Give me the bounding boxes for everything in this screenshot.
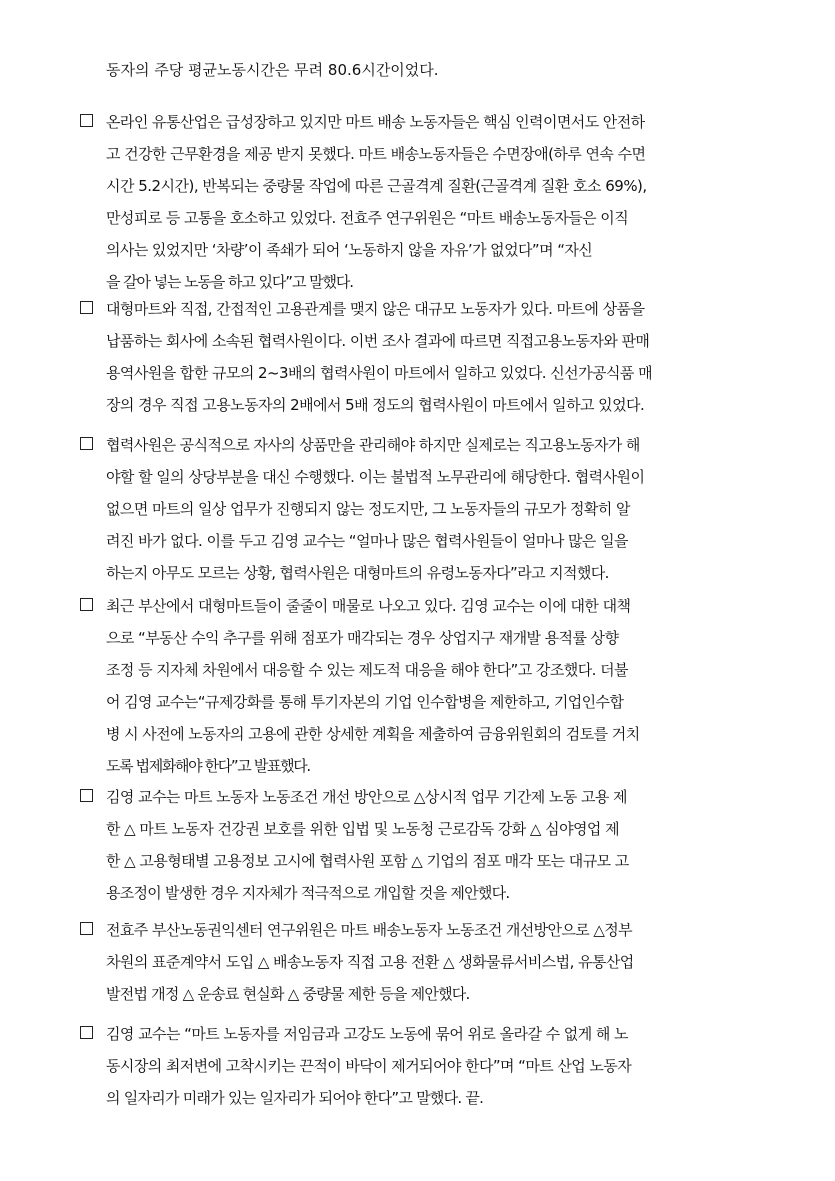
paragraph-line: 용조정이 발생한 경우 지자체가 적극적으로 개입할 것을 제안했다. [106,884,510,902]
paragraph-line: 의사는 있었지만 ‘차량’이 족쇄가 되어 ‘노동하지 않을 자유’가 없었다”며 “자신 [106,241,593,259]
paragraph-line: 도록 법제화해야 한다”고 발표했다. [106,757,310,775]
paragraph-line: 한 △ 고용형태별 고용정보 고시에 협력사원 포함 △ 기업의 점포 매각 또는 대규모 고 [106,852,629,870]
paragraph-line: 조정 등 지자체 차원에서 대응할 수 있는 제도적 대응을 해야 한다”고 강조했다. 더불 [106,661,628,679]
paragraph-line: 김영 교수는 마트 노동자 노동조건 개선 방안으로 △상시적 업무 기간제 노동 고용 제 [106,788,627,806]
paragraph-delivery-proposals [80,918,760,1014]
paragraph-line: 대형마트와 직접, 간접적인 고용관계를 맺지 않은 대규모 노동자가 있다. 마트에 상품을 [106,300,645,318]
paragraph-line: 장의 경우 직접 고용노동자의 2배에서 5배 정도의 협력사원이 마트에서 일하고 있었다. [106,396,645,414]
checkbox-bullet-icon [80,437,93,450]
paragraph-line: 을 갈아 넣는 노동을 하고 있다”고 말했다. [106,273,353,291]
paragraph-line: 으로 “부동산 수익 추구를 위해 점포가 매각되는 경우 상업지구 재개발 용적률 상향 [106,629,619,647]
paragraph-partner-staff-work [80,433,760,593]
paragraph-line: 하는지 아무도 모르는 상황, 협력사원은 대형마트의 유령노동자다”라고 지적했다. [106,564,609,582]
paragraph-line: 동시장의 최저변에 고착시키는 끈적이 바닥이 제거되어야 한다”며 “마트 산업 노동자 [106,1057,632,1075]
paragraph-improvement-proposals [80,785,760,913]
paragraph-line: 없으면 마트의 일상 업무가 진행되지 않는 정도지만, 그 노동자들의 규모가 정확히 알 [106,500,630,518]
paragraph-line: 의 일자리가 미래가 있는 일자리가 되어야 한다”고 말했다. 끝. [106,1089,484,1107]
paragraph-line: 온라인 유통산업은 급성장하고 있지만 마트 배송 노동자들은 핵심 인력이면서도 안전하 [106,113,645,131]
checkbox-bullet-icon [80,301,93,314]
paragraph-line: 차원의 표준계약서 도입 △ 배송노동자 직접 고용 전환 △ 생화물류서비스법, 유통산업 [106,953,634,971]
paragraph-busan-store-sales [80,594,760,786]
paragraph-delivery-workers [80,110,760,302]
paragraph-line: 병 시 사전에 노동자의 고용에 관한 상세한 계획을 제출하여 금융위원회의 검토를 거치 [106,725,640,743]
checkbox-bullet-icon [80,922,93,935]
paragraph-line: 최근 부산에서 대형마트들이 줄줄이 매물로 나오고 있다. 김영 교수는 이에 대한 대책 [106,597,631,615]
paragraph-line: 납품하는 회사에 소속된 협력사원이다. 이번 조사 결과에 따르면 직접고용노동자와 판매 [106,332,650,350]
checkbox-bullet-icon [80,1026,93,1039]
paragraph-line: 고 건강한 근무환경을 제공 받지 못했다. 마트 배송노동자들은 수면장애(하루 연속 수면 [106,145,646,163]
checkbox-bullet-icon [80,114,93,127]
paragraph-line: 용역사원을 합한 규모의 2~3배의 협력사원이 마트에서 일하고 있었다. 신선가공식품 매 [106,364,653,382]
paragraph-line: 려진 바가 없다. 이를 두고 김영 교수는 “얼마나 많은 협력사원들이 얼마나 많은 일을 [106,532,628,550]
paragraph-line: 만성피로 등 고통을 호소하고 있었다. 전효주 연구위원은 “마트 배송노동자들은 이직 [106,209,629,227]
checkbox-bullet-icon [80,598,93,611]
paragraph-line: 발전법 개정 △ 운송료 현실화 △ 중량물 제한 등을 제안했다. [106,985,470,1003]
paragraph-line: 야할 할 일의 상당부분을 대신 수행했다. 이는 불법적 노무관리에 해당한다. 협력사원이 [106,468,645,486]
paragraph-partner-staff-scale [80,297,760,425]
paragraph-line: 협력사원은 공식적으로 자사의 상품만을 관리해야 하지만 실제로는 직고용노동자가 해 [106,436,640,454]
paragraph-line: 김영 교수는 “마트 노동자를 저임금과 고강도 노동에 묶어 위로 올라갈 수 없게 해 노 [106,1025,628,1043]
paragraph-line: 어 김영 교수는“규제강화를 통해 투기자본의 기업 인수합병을 제한하고, 기업인수합 [106,693,624,711]
paragraph-line: 시간 5.2시간), 반복되는 중량물 작업에 따른 근골격계 질환(근골격계 질환 호소 69%), [106,177,647,195]
continued-line: 동자의 주당 평균노동시간은 무려 80.6시간이었다. [106,61,439,79]
paragraph-line: 한 △ 마트 노동자 건강권 보호를 위한 입법 및 노동청 근로감독 강화 △ 심야영업 제 [106,820,620,838]
checkbox-bullet-icon [80,789,93,802]
paragraph-line: 전효주 부산노동권익센터 연구위원은 마트 배송노동자 노동조건 개선방안으로 △정부 [106,921,633,939]
paragraph-closing-quote [80,1022,760,1118]
